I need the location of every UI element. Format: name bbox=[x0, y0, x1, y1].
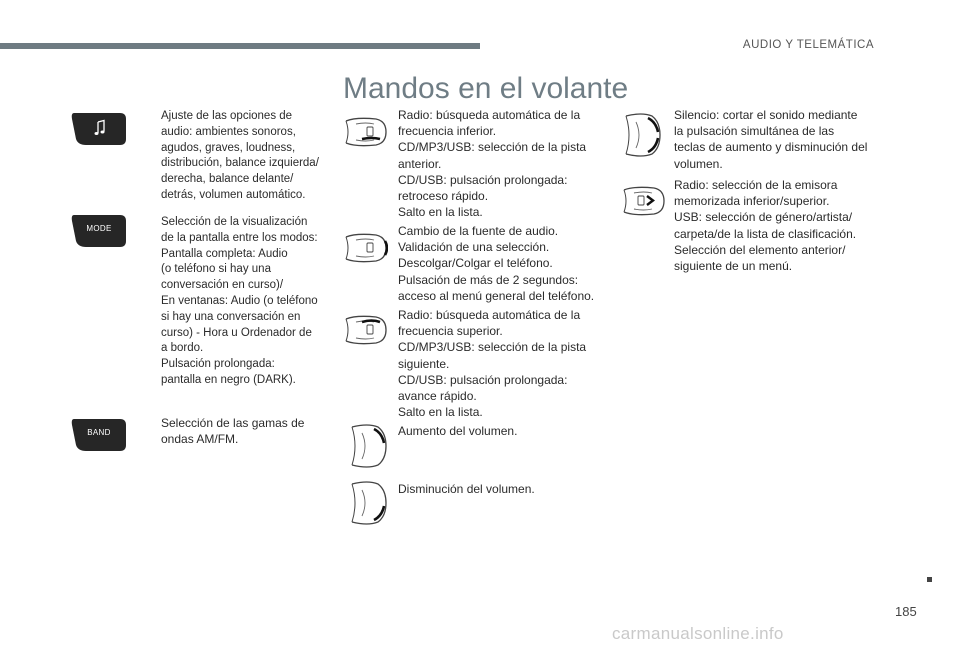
mode-button bbox=[70, 213, 128, 249]
music-note-icon bbox=[70, 111, 128, 147]
section-title: AUDIO Y TELEMÁTICA bbox=[742, 39, 874, 51]
seek-up-stalk-icon bbox=[342, 313, 388, 347]
mode-button-label: MODE bbox=[86, 224, 112, 233]
volume-up-text: Aumento del volumen. bbox=[398, 424, 518, 438]
preset-stalk-icon bbox=[620, 184, 666, 218]
seek-down-text: Radio: búsqueda automática de la frecuencia inferior. CD/MP3/USB: selección de la pista anterior. CD/USB: pulsación prolongada: retroceso rápido. Salto en la lista. bbox=[398, 108, 587, 220]
audio-settings-text: Ajuste de las opciones de audio: ambientes sonoros, agudos, graves, loudness, distribución, balance izquierda/ derecha, balance delante/ detrás, volumen automático. bbox=[161, 110, 319, 201]
audio-settings-button bbox=[70, 111, 128, 147]
preset-text: Radio: selección de la emisora memorizada inferior/superior. USB: selección de género/artista/ carpeta/de la lista de clasificación. Selección del elemento anterior/ siguiente de un menú. bbox=[674, 178, 857, 274]
source-stalk-icon bbox=[342, 231, 388, 265]
volume-down-text: Disminución del volumen. bbox=[398, 482, 535, 496]
mute-stalk-icon bbox=[620, 112, 662, 158]
watermark: carmanualsonline.info bbox=[612, 624, 784, 643]
volume-down-stalk-icon bbox=[346, 480, 388, 526]
page-title: Mandos en el volante bbox=[343, 72, 629, 105]
header-bar bbox=[0, 43, 480, 49]
seek-down-stalk-icon bbox=[342, 115, 388, 149]
volume-up-stalk-icon bbox=[346, 423, 388, 469]
band-button bbox=[70, 417, 128, 453]
page-number: 185 bbox=[895, 604, 917, 619]
band-text: Selección de las gamas de ondas AM/FM. bbox=[161, 416, 305, 447]
mode-text: Selección de la visualización de la pantalla entre los modos: Pantalla completa: Audio (o teléfono si hay una conversación en curso)/ En ventanas: Audio (o teléfono si hay una conversación en curso) - Hora u Ordenador de a bordo. Pulsación prolongada: pantalla en negro (DARK). bbox=[161, 216, 318, 386]
mute-text: Silencio: cortar el sonido mediante la pulsación simultánea de las teclas de aumento y disminución del volumen. bbox=[674, 108, 868, 171]
band-button-label: BAND bbox=[87, 428, 111, 437]
seek-up-text: Radio: búsqueda automática de la frecuencia superior. CD/MP3/USB: selección de la pista siguiente. CD/USB: pulsación prolongada: avance rápido. Salto en la lista. bbox=[398, 308, 587, 420]
continuation-marker bbox=[927, 577, 932, 582]
source-text: Cambio de la fuente de audio. Validación de una selección. Descolgar/Colgar el teléfono. Pulsación de más de 2 segundos: acceso al menú general del teléfono. bbox=[398, 224, 595, 303]
